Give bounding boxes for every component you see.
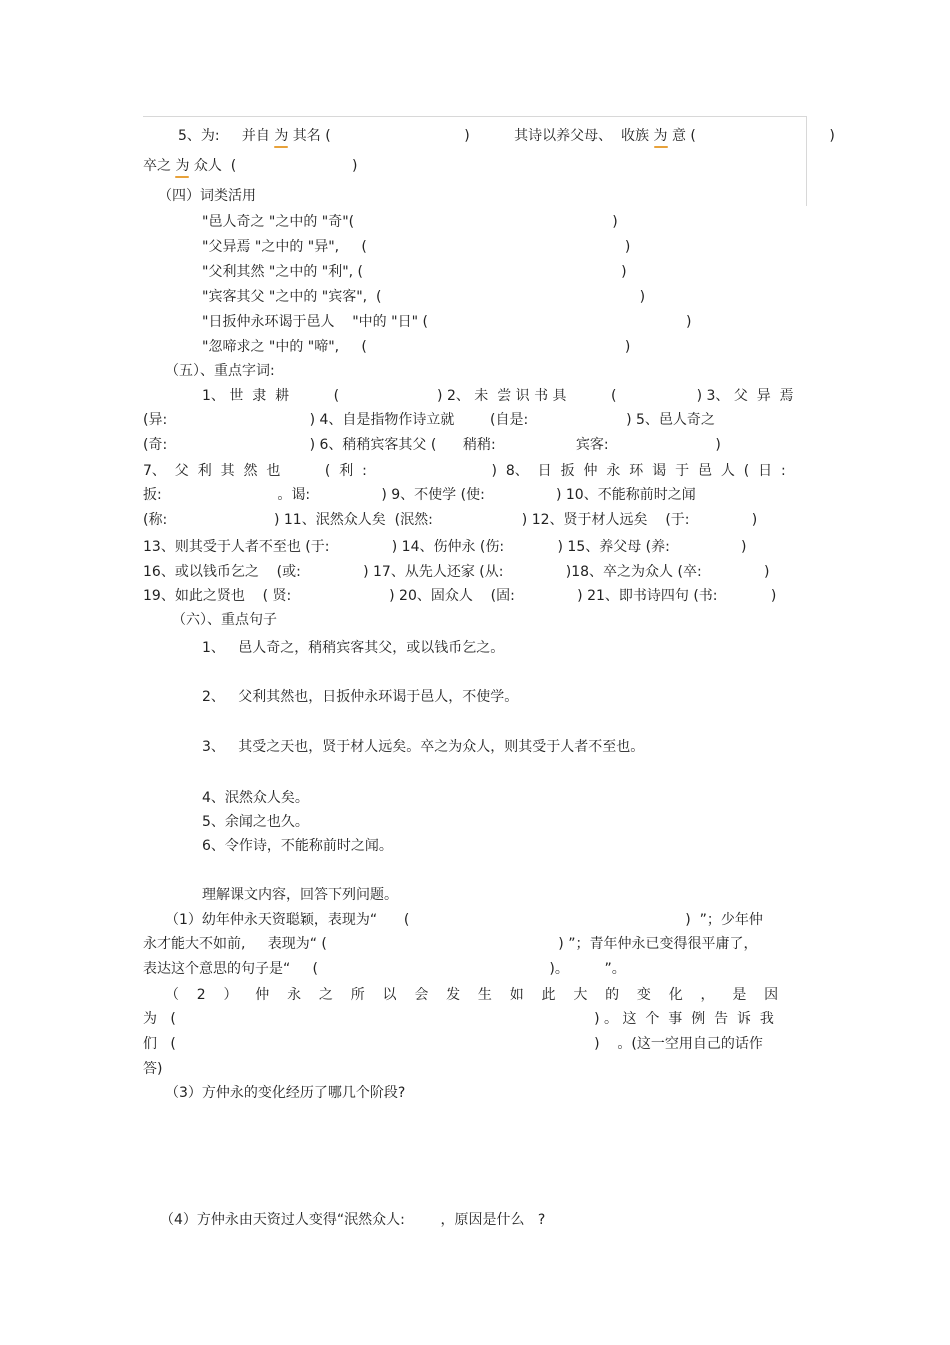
zici-line: (称: ) 11、泯然众人矣 (泯然: ) 12、贤于材人远矣 (于: ) [143, 512, 758, 528]
zici-line: (奇: ) 6、稍稍宾客其父 ( 稍稍: 宾客: ) [143, 437, 721, 453]
zici-line: (异: ) 4、自是指物作诗立就 (自是: ) 5、邑人奇之 [143, 412, 715, 428]
wei-line-2 [143, 157, 357, 175]
question-2-line: 答) [143, 1061, 163, 1077]
zici-line: 扳: 。谒: ) 9、不使学 (使: ) 10、不能称前时之闻 [143, 487, 696, 503]
cilei-item: "父利其然 "之中的 "利", ( ) [202, 264, 627, 280]
wei-text-d: 卒之 [143, 158, 176, 174]
cilei-item: "父异焉 "之中的 "异", ( ) [202, 239, 631, 255]
cilei-item: "忽啼求之 "中的 "啼", ( ) [202, 339, 631, 355]
section-heading-juzi: （六）、重点句子 [172, 612, 277, 628]
cilei-item: "邑人奇之 "之中的 "奇"( ) [202, 214, 618, 230]
zici-line: 7、 父 利 其 然 也 ( 利 : ) 8、 日 扳 仲 永 环 谒 于 邑 人 ( 日 : [143, 463, 786, 479]
juzi-item: 4、泯然众人矣。 [202, 790, 309, 806]
wei-underlined-2: 为 [653, 128, 668, 144]
juzi-item: 6、令作诗，不能称前时之闻。 [202, 838, 393, 854]
question-2-line: 为 ( ) 。 这 个 事 例 告 诉 我 [143, 1011, 774, 1027]
question-1-line: 表达这个意思的句子是“ ( )。 ”。 [143, 961, 626, 977]
juzi-item: 1、 邑人奇之，稍稍宾客其父，或以钱币乞之。 [202, 640, 505, 656]
question-4: （4）方仲永由天资过人变得“泯然众人: ，原因是什么 ? [160, 1212, 546, 1228]
cilei-item: "日扳仲永环谒于邑人 "中的 "日" ( ) [202, 314, 692, 330]
wei-text-a: 5、为: 并自 [178, 128, 275, 144]
wei-underlined-1: 为 [274, 128, 289, 144]
cilei-item: "宾客其父 "之中的 "宾客", ( ) [202, 289, 646, 305]
section-heading-zici: （五）、重点字词: [165, 363, 275, 379]
question-1-line: （1）幼年仲永天资聪颖，表现为“ ( ) ”；少年仲 [165, 912, 763, 928]
juzi-item: 5、余闻之也久。 [202, 814, 309, 830]
zici-line: 13、则其受于人者不至也 (于: ) 14、伤仲永 (伤: ) 15、养父母 (养: ) [143, 539, 747, 555]
question-1-line: 永才能大不如前, 表现为“ ( ) ”；青年仲永已变得很平庸了， [143, 936, 758, 952]
question-2-line: （ 2 ） 仲 永 之 所 以 会 发 生 如 此 大 的 变 化 ， 是 因 [165, 987, 779, 1003]
section-heading-cilei: （四）词类活用 [158, 188, 256, 204]
zici-line: 1、 世 隶 耕 ( ) 2、 未 尝 识 书 具 ( ) 3、 父 异 焉 [202, 388, 794, 404]
wei-text-b: 其名 ( ) 其诗以养父母、 收族 [288, 128, 654, 144]
wei-line-1 [178, 127, 835, 145]
frame-top-border [143, 116, 807, 117]
question-3: （3）方仲永的变化经历了哪几个阶段? [165, 1085, 406, 1101]
zici-line: 16、或以钱币乞之 (或: ) 17、从先人还家 (从: )18、卒之为众人 (卒: ) [143, 564, 770, 580]
juzi-item: 2、 父利其然也，日扳仲永环谒于邑人，不使学。 [202, 689, 519, 705]
wei-underlined-3: 为 [175, 158, 190, 174]
wei-text-e: 众人 ( ) [189, 158, 358, 174]
question-2-line: 们 ( ) 。(这一空用自己的话作 [143, 1036, 763, 1052]
wei-text-c: 意 ( ) [667, 128, 835, 144]
zici-line: 19、如此之贤也 ( 贤: ) 20、固众人 (固: ) 21、即书诗四句 (书: ) [143, 588, 777, 604]
juzi-item: 3、 其受之天也，贤于材人远矣。卒之为众人，则其受于人者不至也。 [202, 739, 645, 755]
questions-intro: 理解课文内容，回答下列问题。 [202, 887, 398, 903]
